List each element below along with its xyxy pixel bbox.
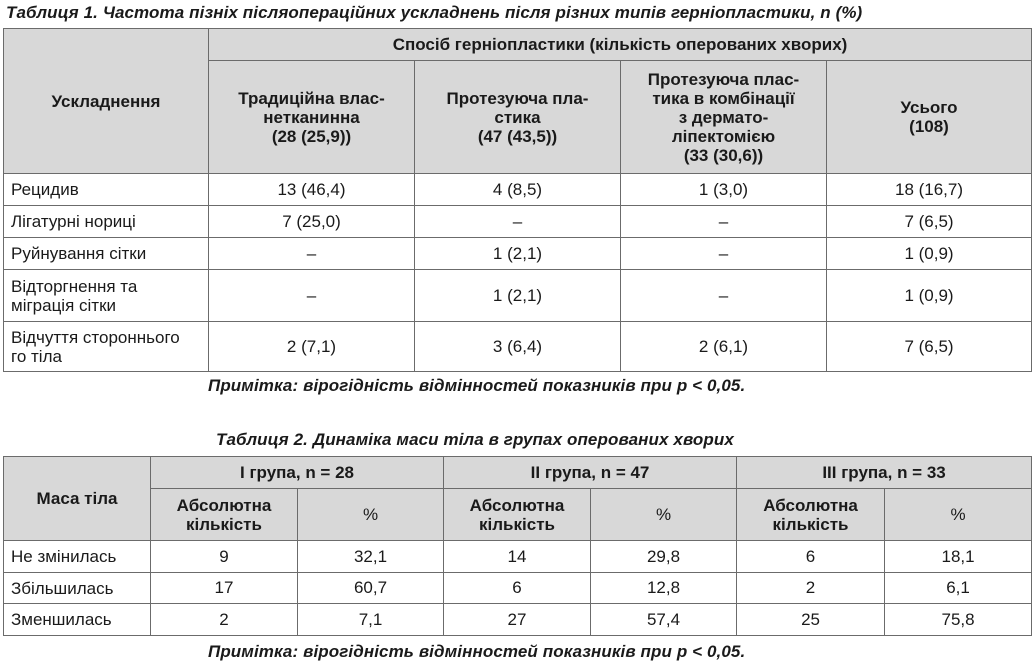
col-header-percent: % (298, 489, 444, 541)
table-row (4, 174, 1032, 206)
complications-table (3, 28, 1032, 372)
col-header-absolute: Абсолютна кількість (444, 489, 591, 541)
col-header-body-weight: Маса тіла (4, 457, 151, 541)
table1-caption: Таблиця 1. Частота пізніх післяопераційних ускладнень після різних типів герніопластики, n (%) (6, 3, 863, 22)
table-row (4, 604, 1032, 636)
table2-note: Примітка: вірогідність відмінностей показників при p < 0,05. (208, 642, 746, 661)
table-cell: – (415, 206, 621, 238)
table-cell: 7 (25,0) (209, 206, 415, 238)
col-group-header-method: Спосіб герніопластики (кількість оперованих хворих) (209, 29, 1032, 61)
col-header-prosthetic: Протезуюча пла- стика (47 (43,5)) (415, 61, 621, 174)
row-label: Зменшилась (4, 604, 151, 636)
row-label: Відторгнення та міграція сітки (4, 270, 209, 322)
table-cell: 7,1 (298, 604, 444, 636)
row-label: Руйнування сітки (4, 238, 209, 270)
table-cell: 1 (3,0) (621, 174, 827, 206)
table-cell: 1 (0,9) (827, 238, 1032, 270)
col-group-header-group-2: II група, n = 47 (444, 457, 737, 489)
table-cell: 6 (444, 573, 591, 604)
table-cell: 27 (444, 604, 591, 636)
table-cell: 1 (2,1) (415, 270, 621, 322)
table-cell: 57,4 (591, 604, 737, 636)
table-row (4, 270, 1032, 322)
row-label: Лігатурні нориці (4, 206, 209, 238)
col-header-percent: % (885, 489, 1032, 541)
row-label: Збільшилась (4, 573, 151, 604)
table-cell: 7 (6,5) (827, 322, 1032, 372)
table-cell: 3 (6,4) (415, 322, 621, 372)
table-cell: 2 (6,1) (621, 322, 827, 372)
col-header-absolute: Абсолютна кількість (151, 489, 298, 541)
col-header-total: Усього (108) (827, 61, 1032, 174)
table-cell: 18 (16,7) (827, 174, 1032, 206)
table-cell: 7 (6,5) (827, 206, 1032, 238)
table-cell: 29,8 (591, 541, 737, 573)
table-row (4, 541, 1032, 573)
table-cell: 32,1 (298, 541, 444, 573)
table-cell: 75,8 (885, 604, 1032, 636)
table-cell: 4 (8,5) (415, 174, 621, 206)
col-group-header-group-3: III група, n = 33 (737, 457, 1032, 489)
table2-caption: Таблиця 2. Динаміка маси тіла в групах оперованих хворих (216, 430, 734, 449)
table-cell: 2 (737, 573, 885, 604)
col-group-header-group-1: I група, n = 28 (151, 457, 444, 489)
row-label: Відчуття стороннього го тіла (4, 322, 209, 372)
table-cell: 1 (2,1) (415, 238, 621, 270)
col-header-percent: % (591, 489, 737, 541)
table-cell: 6,1 (885, 573, 1032, 604)
table-cell: 2 (7,1) (209, 322, 415, 372)
table-cell: – (209, 238, 415, 270)
table-cell: 2 (151, 604, 298, 636)
col-header-traditional: Традиційна влас- нетканинна (28 (25,9)) (209, 61, 415, 174)
table-row (4, 206, 1032, 238)
table-cell: – (621, 238, 827, 270)
table-row (4, 573, 1032, 604)
table-cell: – (621, 270, 827, 322)
table-cell: 1 (0,9) (827, 270, 1032, 322)
row-label: Не змінилась (4, 541, 151, 573)
table-row (4, 322, 1032, 372)
col-header-prosthetic-combined: Протезуюча плас- тика в комбінації з дермато- ліпектомією (33 (30,6)) (621, 61, 827, 174)
table1-note: Примітка: вірогідність відмінностей показників при p < 0,05. (208, 376, 746, 395)
table-cell: 9 (151, 541, 298, 573)
table-cell: – (621, 206, 827, 238)
row-label: Рецидив (4, 174, 209, 206)
table-cell: 60,7 (298, 573, 444, 604)
body-weight-table (3, 456, 1032, 636)
table-cell: 12,8 (591, 573, 737, 604)
table-cell: 13 (46,4) (209, 174, 415, 206)
table-cell: – (209, 270, 415, 322)
table-row (4, 238, 1032, 270)
table-cell: 6 (737, 541, 885, 573)
table-cell: 17 (151, 573, 298, 604)
col-header-complications: Ускладнення (4, 29, 209, 174)
col-header-absolute: Абсолютна кількість (737, 489, 885, 541)
table-cell: 14 (444, 541, 591, 573)
table-cell: 18,1 (885, 541, 1032, 573)
table-cell: 25 (737, 604, 885, 636)
